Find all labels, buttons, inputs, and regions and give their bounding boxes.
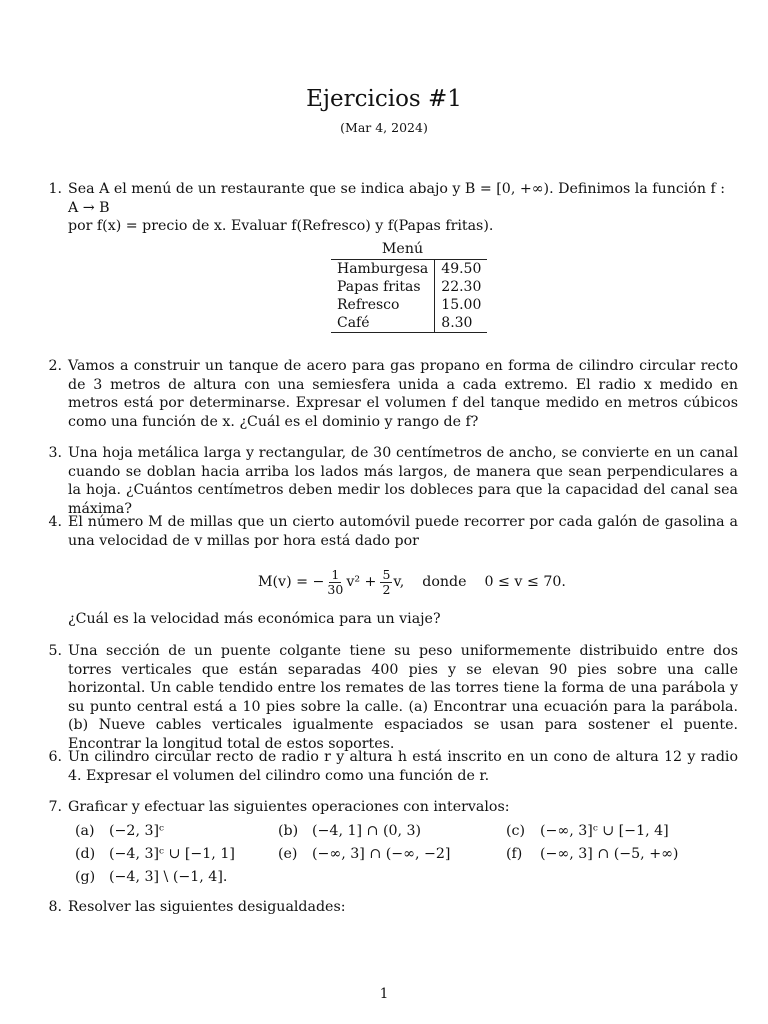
problem-text: Resolver las siguientes desigualdades:	[68, 899, 346, 915]
interval-expression: (−4, 3]ᶜ ∪ [−1, 1]	[109, 846, 235, 862]
menu-price: 15.00	[441, 297, 482, 313]
interval-label: (g)	[75, 869, 96, 885]
table-row	[331, 260, 487, 279]
fraction-numerator: 1	[331, 566, 340, 582]
problem-number: 8.	[48, 899, 62, 915]
interval-item	[506, 822, 669, 841]
problem-5	[40, 642, 738, 753]
problem-7	[40, 798, 738, 817]
menu-caption: Menú	[381, 241, 424, 257]
fraction	[325, 568, 345, 597]
table-row	[331, 278, 487, 296]
menu-item: Café	[331, 314, 435, 333]
interval-expression: (−∞, 3]ᶜ ∪ [−1, 4]	[540, 823, 669, 839]
problem-text: El número M de millas que un cierto automóvil puede recorrer por cada galón de gasolina a una velocidad de v millas por hora está dado por	[68, 514, 738, 549]
interval-item	[278, 822, 421, 841]
fraction-denominator: 2	[382, 581, 391, 597]
menu-item: Papas fritas	[331, 278, 435, 296]
problem-text-line: por f(x) = precio de x. Evaluar f(Refresco) y f(Papas fritas).	[68, 218, 494, 234]
interval-expression: (−4, 1] ∩ (0, 3)	[312, 823, 422, 839]
interval-label: (c)	[506, 823, 526, 839]
problem-text: Un cilindro circular recto de radio r y altura h está inscrito en un cono de altura 12 y radio 4. Expresar el volumen del cilindro como una función de r.	[68, 749, 738, 784]
interval-expression: (−4, 3] \ (−1, 4].	[109, 869, 228, 885]
problem-text: Una hoja metálica larga y rectangular, de 30 centímetros de ancho, se convierte en un canal cuando se doblan hacia arriba los lados más largos, de manera que sean perpendiculares a la hoja. ¿Cuántos centímetros deben medir los dobleces para que la capacidad del canal sea máxima?	[68, 445, 738, 517]
menu-item: Refresco	[331, 296, 435, 314]
problem-1	[40, 180, 738, 236]
problem-text-line: Sea A el menú de un restaurante que se indica abajo y B = [0, +∞). Definimos la función f : A → B	[68, 181, 726, 216]
problem-8	[40, 898, 738, 917]
problem-number: 1.	[48, 181, 62, 197]
page-title: Ejercicios #1	[306, 86, 462, 112]
menu-price: 8.30	[441, 315, 473, 331]
interval-item	[75, 822, 164, 841]
table-row	[331, 296, 487, 314]
menu-item: Hamburgesa	[331, 260, 435, 279]
problem-text: Vamos a construir un tanque de acero para gas propano en forma de cilindro circular recto de 3 metros de altura con una semiesfera unida a cada extremo. El radio x medido en metros está por determinarse. Expresar el volumen f del tanque medido en metros cúbicos como una función de x. ¿Cuál es el dominio y rango de f?	[68, 358, 738, 430]
interval-item	[75, 845, 235, 864]
problem-number: 7.	[48, 799, 62, 815]
fraction-denominator: 30	[327, 581, 344, 597]
problem-2	[40, 357, 738, 431]
interval-exercises	[70, 822, 710, 891]
fraction-numerator: 5	[382, 566, 391, 582]
interval-label: (d)	[75, 846, 96, 862]
interval-label: (a)	[75, 823, 95, 839]
page-date: (Mar 4, 2024)	[340, 120, 428, 135]
formula-middle: v² +	[346, 573, 377, 590]
interval-item	[506, 845, 678, 864]
table-row	[331, 314, 487, 333]
interval-label: (f)	[506, 846, 523, 862]
interval-row	[70, 868, 710, 891]
formula-condition: 0 ≤ v ≤ 70.	[484, 573, 566, 590]
interval-item	[278, 845, 450, 864]
menu-table	[331, 259, 487, 333]
formula-where: donde	[422, 573, 467, 590]
problem-number: 4.	[48, 514, 62, 530]
menu-price: 22.30	[441, 279, 482, 295]
problem-6	[40, 748, 738, 785]
menu-price: 49.50	[441, 261, 482, 277]
interval-label: (b)	[278, 823, 299, 839]
fraction	[380, 568, 392, 597]
problem-4	[40, 513, 738, 550]
mileage-formula	[258, 562, 566, 602]
problem-number: 3.	[48, 445, 62, 461]
interval-row	[70, 822, 710, 845]
problem-text: Una sección de un puente colgante tiene su peso uniformemente distribuido entre dos torres verticales que están separadas 400 pies y se elevan 90 pies sobre una calle horizontal. Un cable tendido entre los remates de las torres tiene la forma de una parábola y su punto central está a 10 pies sobre la calle. (a) Encontrar una ecuación para la parábola. (b) Nueve cables verticales igualmente espaciados se usan para sostener el puente. Encontrar la longitud total de estos soportes.	[68, 643, 738, 752]
interval-item	[75, 868, 227, 887]
page-number: 1	[379, 986, 389, 1002]
problem-4-question	[40, 610, 738, 629]
interval-expression: (−∞, 3] ∩ (−5, +∞)	[540, 846, 679, 862]
problem-number: 6.	[48, 749, 62, 765]
problem-number: 5.	[48, 643, 62, 659]
interval-expression: (−2, 3]ᶜ	[109, 823, 164, 839]
interval-expression: (−∞, 3] ∩ (−∞, −2]	[312, 846, 451, 862]
problem-text: ¿Cuál es la velocidad más económica para un viaje?	[68, 611, 441, 627]
menu-table-block	[331, 240, 482, 333]
formula-lhs: M(v) = −	[258, 573, 325, 590]
interval-row	[70, 845, 710, 868]
interval-label: (e)	[278, 846, 298, 862]
formula-tail: v,	[393, 573, 405, 590]
problem-3	[40, 444, 738, 518]
problem-number: 2.	[48, 358, 62, 374]
problem-text: Graficar y efectuar las siguientes operaciones con intervalos:	[68, 799, 510, 815]
